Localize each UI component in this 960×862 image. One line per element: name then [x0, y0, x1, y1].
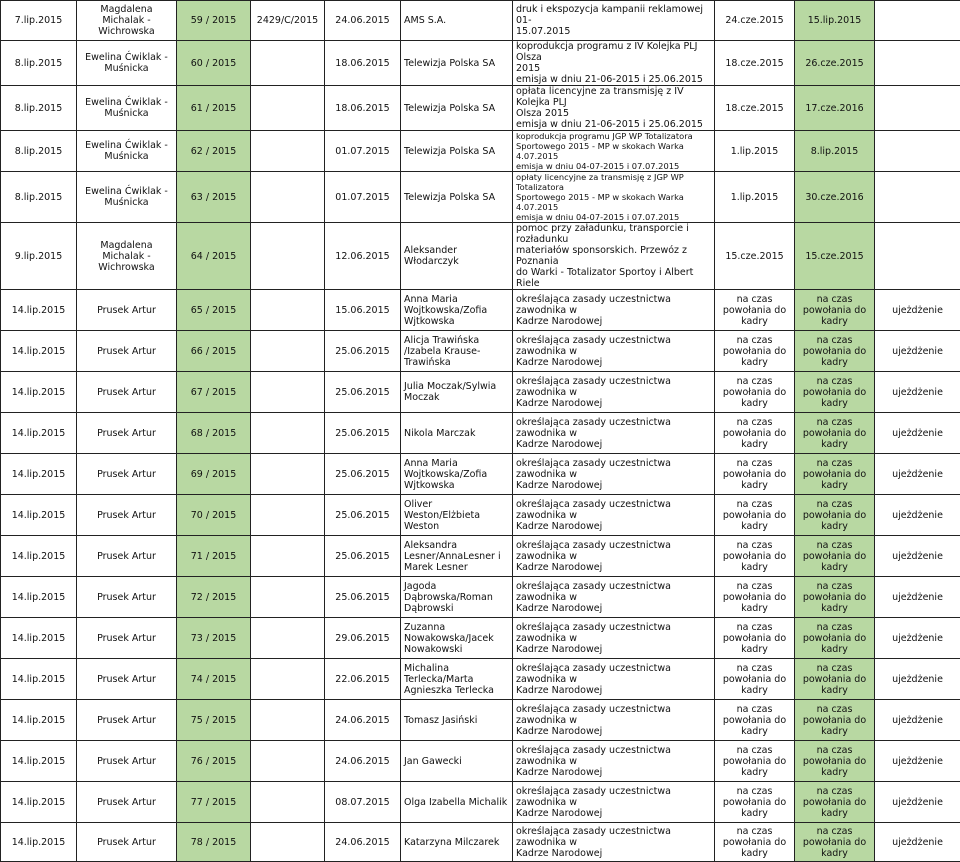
- contractor-cell: Katarzyna Milczarek: [401, 823, 513, 862]
- table-row: [1, 741, 960, 782]
- responsible-person-cell-line: Prusek Artur: [80, 346, 173, 357]
- responsible-person-cell-line: Wichrowska: [80, 26, 173, 37]
- contractor-cell: Nikola Marczak: [401, 413, 513, 454]
- contractor-cell: Michalina Terlecka/Marta Agnieszka Terlecka: [401, 659, 513, 700]
- contract-date-cell: 18.06.2015: [325, 41, 401, 86]
- valid-to-cell: 15.lip.2015: [795, 1, 875, 41]
- subject-cell: [513, 659, 715, 700]
- subject-cell-line: Kadrze Narodowej: [516, 848, 711, 859]
- valid-from-cell: na czas powołania do kadry: [715, 823, 795, 862]
- table-row: [1, 454, 960, 495]
- subject-cell-line: Olsza 2015: [516, 108, 711, 119]
- responsible-person-cell: [77, 331, 177, 372]
- subject-cell: [513, 413, 715, 454]
- responsible-person-cell: [77, 741, 177, 782]
- contract-number-cell: 60 / 2015: [177, 41, 251, 86]
- external-number-cell: [251, 172, 325, 223]
- subject-cell-line: Kadrze Narodowej: [516, 603, 711, 614]
- subject-cell-line: określająca zasady uczestnictwa zawodnika w: [516, 458, 711, 480]
- responsible-person-cell: [77, 290, 177, 331]
- external-number-cell: [251, 86, 325, 131]
- subject-cell: [513, 223, 715, 290]
- entry-date-cell: 14.lip.2015: [1, 454, 77, 495]
- valid-from-cell: 15.cze.2015: [715, 223, 795, 290]
- subject-cell: [513, 86, 715, 131]
- valid-from-cell: na czas powołania do kadry: [715, 700, 795, 741]
- table-row: [1, 782, 960, 823]
- responsible-person-cell-line: Prusek Artur: [80, 592, 173, 603]
- contract-date-cell: 01.07.2015: [325, 131, 401, 172]
- contract-number-cell: 64 / 2015: [177, 223, 251, 290]
- valid-from-cell: 1.lip.2015: [715, 172, 795, 223]
- subject-cell: [513, 454, 715, 495]
- subject-cell: [513, 577, 715, 618]
- category-cell: ujeżdżenie: [875, 782, 960, 823]
- valid-from-cell: na czas powołania do kadry: [715, 741, 795, 782]
- external-number-cell: [251, 372, 325, 413]
- subject-cell-line: określająca zasady uczestnictwa zawodnika w: [516, 417, 711, 439]
- contractor-cell: Tomasz Jasiński: [401, 700, 513, 741]
- responsible-person-cell-line: Prusek Artur: [80, 305, 173, 316]
- category-cell: [875, 223, 960, 290]
- external-number-cell: [251, 823, 325, 862]
- valid-from-cell: 1.lip.2015: [715, 131, 795, 172]
- subject-cell-line: Kadrze Narodowej: [516, 521, 711, 532]
- subject-cell: [513, 495, 715, 536]
- responsible-person-cell-line: Prusek Artur: [80, 633, 173, 644]
- contractor-cell: Zuzanna Nowakowska/Jacek Nowakowski: [401, 618, 513, 659]
- subject-cell-line: pomoc przy załadunku, transporcie i rozładunku: [516, 223, 711, 245]
- contract-number-cell: 73 / 2015: [177, 618, 251, 659]
- subject-cell-line: określająca zasady uczestnictwa zawodnika w: [516, 540, 711, 562]
- subject-cell: [513, 1, 715, 41]
- contract-date-cell: 29.06.2015: [325, 618, 401, 659]
- category-cell: ujeżdżenie: [875, 413, 960, 454]
- responsible-person-cell-line: Prusek Artur: [80, 469, 173, 480]
- table-row: [1, 86, 960, 131]
- responsible-person-cell: [77, 372, 177, 413]
- valid-to-cell: na czas powołania do kadry: [795, 618, 875, 659]
- contractor-cell: Telewizja Polska SA: [401, 172, 513, 223]
- external-number-cell: [251, 536, 325, 577]
- category-cell: [875, 86, 960, 131]
- contract-number-cell: 72 / 2015: [177, 577, 251, 618]
- external-number-cell: [251, 223, 325, 290]
- entry-date-cell: 14.lip.2015: [1, 372, 77, 413]
- valid-from-cell: na czas powołania do kadry: [715, 454, 795, 495]
- responsible-person-cell: [77, 659, 177, 700]
- entry-date-cell: 8.lip.2015: [1, 41, 77, 86]
- table-row: [1, 700, 960, 741]
- responsible-person-cell-line: Wichrowska: [80, 262, 173, 273]
- entry-date-cell: 14.lip.2015: [1, 659, 77, 700]
- entry-date-cell: 14.lip.2015: [1, 700, 77, 741]
- valid-to-cell: na czas powołania do kadry: [795, 372, 875, 413]
- subject-cell-line: określająca zasady uczestnictwa zawodnika w: [516, 294, 711, 316]
- valid-to-cell: na czas powołania do kadry: [795, 823, 875, 862]
- contractor-cell: Telewizja Polska SA: [401, 41, 513, 86]
- subject-cell-line: Kadrze Narodowej: [516, 316, 711, 327]
- subject-cell-line: do Warki - Totalizator Sportoy i Albert Riele: [516, 267, 711, 289]
- contract-date-cell: 25.06.2015: [325, 536, 401, 577]
- responsible-person-cell: [77, 86, 177, 131]
- responsible-person-cell-line: Magdalena Michalak -: [80, 4, 173, 26]
- subject-cell: [513, 618, 715, 659]
- valid-from-cell: na czas powołania do kadry: [715, 536, 795, 577]
- external-number-cell: [251, 41, 325, 86]
- contractor-cell: Julia Moczak/Sylwia Moczak: [401, 372, 513, 413]
- subject-cell-line: 15.07.2015: [516, 26, 711, 37]
- subject-cell: [513, 290, 715, 331]
- table-row: [1, 1, 960, 41]
- contract-number-cell: 71 / 2015: [177, 536, 251, 577]
- valid-to-cell: na czas powołania do kadry: [795, 331, 875, 372]
- subject-cell-line: określająca zasady uczestnictwa zawodnika w: [516, 663, 711, 685]
- contract-number-cell: 63 / 2015: [177, 172, 251, 223]
- table-row: [1, 536, 960, 577]
- subject-cell: [513, 372, 715, 413]
- subject-cell: [513, 172, 715, 223]
- entry-date-cell: 8.lip.2015: [1, 131, 77, 172]
- category-cell: ujeżdżenie: [875, 741, 960, 782]
- valid-to-cell: na czas powołania do kadry: [795, 413, 875, 454]
- category-cell: ujeżdżenie: [875, 659, 960, 700]
- responsible-person-cell-line: Prusek Artur: [80, 428, 173, 439]
- contract-date-cell: 22.06.2015: [325, 659, 401, 700]
- responsible-person-cell-line: Prusek Artur: [80, 715, 173, 726]
- contractor-cell: Aleksandra Lesner/AnnaLesner i Marek Lesner: [401, 536, 513, 577]
- subject-cell-line: Kadrze Narodowej: [516, 357, 711, 368]
- contractor-cell: AMS S.A.: [401, 1, 513, 41]
- responsible-person-cell: [77, 618, 177, 659]
- subject-cell-line: opłaty licencyjne za transmisję z JGP WP Totalizatora: [516, 172, 711, 192]
- valid-to-cell: na czas powołania do kadry: [795, 741, 875, 782]
- external-number-cell: [251, 782, 325, 823]
- external-number-cell: [251, 331, 325, 372]
- contract-number-cell: 74 / 2015: [177, 659, 251, 700]
- subject-cell: [513, 536, 715, 577]
- entry-date-cell: 9.lip.2015: [1, 223, 77, 290]
- valid-to-cell: na czas powołania do kadry: [795, 577, 875, 618]
- subject-cell-line: Kadrze Narodowej: [516, 808, 711, 819]
- table-row: [1, 172, 960, 223]
- contractor-cell: Oliver Weston/Elżbieta Weston: [401, 495, 513, 536]
- contract-date-cell: 08.07.2015: [325, 782, 401, 823]
- responsible-person-cell-line: Prusek Artur: [80, 674, 173, 685]
- contract-number-cell: 78 / 2015: [177, 823, 251, 862]
- subject-cell-line: Kadrze Narodowej: [516, 685, 711, 696]
- contract-number-cell: 59 / 2015: [177, 1, 251, 41]
- external-number-cell: [251, 577, 325, 618]
- table-row: [1, 495, 960, 536]
- category-cell: [875, 1, 960, 41]
- subject-cell-line: określająca zasady uczestnictwa zawodnika w: [516, 376, 711, 398]
- category-cell: [875, 172, 960, 223]
- responsible-person-cell-line: Prusek Artur: [80, 756, 173, 767]
- subject-cell: [513, 331, 715, 372]
- subject-cell-line: określająca zasady uczestnictwa zawodnika w: [516, 622, 711, 644]
- table-row: [1, 331, 960, 372]
- contractor-cell: Jagoda Dąbrowska/Roman Dąbrowski: [401, 577, 513, 618]
- subject-cell-line: Kadrze Narodowej: [516, 398, 711, 409]
- contractor-cell: Alicja Trawińska /Izabela Krause-Trawińska: [401, 331, 513, 372]
- valid-to-cell: na czas powołania do kadry: [795, 495, 875, 536]
- valid-to-cell: na czas powołania do kadry: [795, 290, 875, 331]
- subject-cell-line: Kadrze Narodowej: [516, 480, 711, 491]
- category-cell: ujeżdżenie: [875, 823, 960, 862]
- category-cell: ujeżdżenie: [875, 495, 960, 536]
- category-cell: ujeżdżenie: [875, 454, 960, 495]
- entry-date-cell: 14.lip.2015: [1, 331, 77, 372]
- responsible-person-cell: [77, 454, 177, 495]
- subject-cell-line: emisja w dniu 04-07-2015 i 07.07.2015: [516, 161, 711, 171]
- contract-number-cell: 76 / 2015: [177, 741, 251, 782]
- responsible-person-cell-line: Ewelina Ćwiklak -: [80, 140, 173, 151]
- subject-cell-line: określająca zasady uczestnictwa zawodnika w: [516, 786, 711, 808]
- responsible-person-cell-line: Muśnicka: [80, 108, 173, 119]
- valid-from-cell: na czas powołania do kadry: [715, 290, 795, 331]
- contract-date-cell: 15.06.2015: [325, 290, 401, 331]
- category-cell: ujeżdżenie: [875, 372, 960, 413]
- valid-from-cell: na czas powołania do kadry: [715, 372, 795, 413]
- contract-number-cell: 69 / 2015: [177, 454, 251, 495]
- contract-date-cell: 24.06.2015: [325, 741, 401, 782]
- external-number-cell: [251, 741, 325, 782]
- contract-date-cell: 25.06.2015: [325, 413, 401, 454]
- external-number-cell: [251, 454, 325, 495]
- external-number-cell: 2429/C/2015: [251, 1, 325, 41]
- contractor-cell: Jan Gawecki: [401, 741, 513, 782]
- subject-cell-line: określająca zasady uczestnictwa zawodnika w: [516, 745, 711, 767]
- external-number-cell: [251, 290, 325, 331]
- subject-cell-line: określająca zasady uczestnictwa zawodnika w: [516, 581, 711, 603]
- contractor-cell: Telewizja Polska SA: [401, 131, 513, 172]
- responsible-person-cell: [77, 131, 177, 172]
- category-cell: ujeżdżenie: [875, 290, 960, 331]
- contract-date-cell: 25.06.2015: [325, 372, 401, 413]
- subject-cell-line: określająca zasady uczestnictwa zawodnika w: [516, 826, 711, 848]
- category-cell: [875, 41, 960, 86]
- subject-cell-line: 2015: [516, 63, 711, 74]
- subject-cell-line: określająca zasady uczestnictwa zawodnika w: [516, 704, 711, 726]
- entry-date-cell: 14.lip.2015: [1, 741, 77, 782]
- responsible-person-cell-line: Ewelina Ćwiklak -: [80, 52, 173, 63]
- table-row: [1, 41, 960, 86]
- contractor-cell: Aleksander Włodarczyk: [401, 223, 513, 290]
- responsible-person-cell-line: Prusek Artur: [80, 837, 173, 848]
- responsible-person-cell: [77, 172, 177, 223]
- subject-cell-line: Sportowego 2015 - MP w skokach Warka 4.07.2015: [516, 192, 711, 212]
- subject-cell-line: Kadrze Narodowej: [516, 726, 711, 737]
- external-number-cell: [251, 131, 325, 172]
- contract-date-cell: 25.06.2015: [325, 577, 401, 618]
- valid-from-cell: na czas powołania do kadry: [715, 659, 795, 700]
- subject-cell-line: określająca zasady uczestnictwa zawodnika w: [516, 335, 711, 357]
- valid-to-cell: 17.cze.2016: [795, 86, 875, 131]
- responsible-person-cell-line: Prusek Artur: [80, 510, 173, 521]
- category-cell: ujeżdżenie: [875, 331, 960, 372]
- responsible-person-cell-line: Muśnicka: [80, 197, 173, 208]
- valid-to-cell: 30.cze.2016: [795, 172, 875, 223]
- responsible-person-cell: [77, 223, 177, 290]
- valid-to-cell: na czas powołania do kadry: [795, 700, 875, 741]
- subject-cell-line: Kadrze Narodowej: [516, 439, 711, 450]
- entry-date-cell: 14.lip.2015: [1, 413, 77, 454]
- valid-from-cell: 18.cze.2015: [715, 86, 795, 131]
- table-body: [1, 1, 960, 862]
- contract-number-cell: 75 / 2015: [177, 700, 251, 741]
- contractor-cell: Anna Maria Wojtkowska/Zofia Wjtkowska: [401, 454, 513, 495]
- entry-date-cell: 14.lip.2015: [1, 536, 77, 577]
- category-cell: [875, 131, 960, 172]
- category-cell: ujeżdżenie: [875, 700, 960, 741]
- subject-cell-line: opłata licencyjne za transmisję z IV Kolejka PLJ: [516, 86, 711, 108]
- responsible-person-cell-line: Magdalena Michalak -: [80, 240, 173, 262]
- category-cell: ujeżdżenie: [875, 618, 960, 659]
- subject-cell-line: emisja w dniu 21-06-2015 i 25.06.2015: [516, 74, 711, 85]
- subject-cell: [513, 131, 715, 172]
- entry-date-cell: 14.lip.2015: [1, 290, 77, 331]
- subject-cell: [513, 41, 715, 86]
- table-row: [1, 659, 960, 700]
- responsible-person-cell-line: Prusek Artur: [80, 387, 173, 398]
- responsible-person-cell: [77, 700, 177, 741]
- responsible-person-cell-line: Muśnicka: [80, 151, 173, 162]
- table-row: [1, 131, 960, 172]
- entry-date-cell: 14.lip.2015: [1, 495, 77, 536]
- external-number-cell: [251, 700, 325, 741]
- entry-date-cell: 14.lip.2015: [1, 782, 77, 823]
- valid-to-cell: 15.cze.2015: [795, 223, 875, 290]
- subject-cell: [513, 782, 715, 823]
- contract-date-cell: 25.06.2015: [325, 454, 401, 495]
- valid-from-cell: na czas powołania do kadry: [715, 618, 795, 659]
- subject-cell-line: materiałów sponsorskich. Przewóz z Poznania: [516, 245, 711, 267]
- subject-cell-line: emisja w dniu 21-06-2015 i 25.06.2015: [516, 119, 711, 130]
- contract-date-cell: 01.07.2015: [325, 172, 401, 223]
- responsible-person-cell-line: Muśnicka: [80, 63, 173, 74]
- valid-from-cell: na czas powołania do kadry: [715, 495, 795, 536]
- subject-cell: [513, 700, 715, 741]
- external-number-cell: [251, 413, 325, 454]
- contractor-cell: Telewizja Polska SA: [401, 86, 513, 131]
- valid-from-cell: na czas powołania do kadry: [715, 413, 795, 454]
- valid-to-cell: 26.cze.2015: [795, 41, 875, 86]
- valid-from-cell: 24.cze.2015: [715, 1, 795, 41]
- contract-number-cell: 66 / 2015: [177, 331, 251, 372]
- subject-cell-line: koprodukcja programu z IV Kolejka PLJ Olsza: [516, 41, 711, 63]
- subject-cell-line: określająca zasady uczestnictwa zawodnika w: [516, 499, 711, 521]
- valid-to-cell: na czas powołania do kadry: [795, 782, 875, 823]
- contract-date-cell: 25.06.2015: [325, 331, 401, 372]
- valid-to-cell: 8.lip.2015: [795, 131, 875, 172]
- subject-cell-line: koprodukcja programu JGP WP Totalizatora: [516, 131, 711, 141]
- table-row: [1, 577, 960, 618]
- table-row: [1, 290, 960, 331]
- valid-to-cell: na czas powołania do kadry: [795, 536, 875, 577]
- subject-cell-line: emisja w dniu 04-07-2015 i 07.07.2015: [516, 212, 711, 222]
- contract-number-cell: 67 / 2015: [177, 372, 251, 413]
- table-row: [1, 372, 960, 413]
- contract-date-cell: 25.06.2015: [325, 495, 401, 536]
- external-number-cell: [251, 618, 325, 659]
- entry-date-cell: 14.lip.2015: [1, 618, 77, 659]
- entry-date-cell: 8.lip.2015: [1, 172, 77, 223]
- contract-date-cell: 18.06.2015: [325, 86, 401, 131]
- valid-from-cell: na czas powołania do kadry: [715, 577, 795, 618]
- responsible-person-cell: [77, 495, 177, 536]
- external-number-cell: [251, 495, 325, 536]
- responsible-person-cell: [77, 1, 177, 41]
- contract-number-cell: 68 / 2015: [177, 413, 251, 454]
- responsible-person-cell: [77, 823, 177, 862]
- subject-cell: [513, 741, 715, 782]
- contract-date-cell: 24.06.2015: [325, 700, 401, 741]
- contractor-cell: Anna Maria Wojtkowska/Zofia Wjtkowska: [401, 290, 513, 331]
- subject-cell: [513, 823, 715, 862]
- subject-cell-line: Kadrze Narodowej: [516, 562, 711, 573]
- responsible-person-cell-line: Ewelina Ćwiklak -: [80, 186, 173, 197]
- table-row: [1, 823, 960, 862]
- contract-number-cell: 77 / 2015: [177, 782, 251, 823]
- external-number-cell: [251, 659, 325, 700]
- contract-date-cell: 24.06.2015: [325, 823, 401, 862]
- valid-from-cell: na czas powołania do kadry: [715, 782, 795, 823]
- subject-cell-line: druk i ekspozycja kampanii reklamowej 01-: [516, 4, 711, 26]
- contract-number-cell: 70 / 2015: [177, 495, 251, 536]
- subject-cell-line: Kadrze Narodowej: [516, 644, 711, 655]
- entry-date-cell: 8.lip.2015: [1, 86, 77, 131]
- category-cell: ujeżdżenie: [875, 577, 960, 618]
- contract-number-cell: 61 / 2015: [177, 86, 251, 131]
- responsible-person-cell: [77, 413, 177, 454]
- responsible-person-cell: [77, 536, 177, 577]
- contract-date-cell: 24.06.2015: [325, 1, 401, 41]
- responsible-person-cell-line: Prusek Artur: [80, 551, 173, 562]
- valid-to-cell: na czas powołania do kadry: [795, 454, 875, 495]
- table-row: [1, 223, 960, 290]
- table-row: [1, 413, 960, 454]
- contract-date-cell: 12.06.2015: [325, 223, 401, 290]
- responsible-person-cell-line: Prusek Artur: [80, 797, 173, 808]
- responsible-person-cell-line: Ewelina Ćwiklak -: [80, 97, 173, 108]
- subject-cell-line: Sportowego 2015 - MP w skokach Warka 4.07.2015: [516, 141, 711, 161]
- contract-number-cell: 62 / 2015: [177, 131, 251, 172]
- entry-date-cell: 14.lip.2015: [1, 577, 77, 618]
- subject-cell-line: Kadrze Narodowej: [516, 767, 711, 778]
- entry-date-cell: 14.lip.2015: [1, 823, 77, 862]
- valid-from-cell: na czas powołania do kadry: [715, 331, 795, 372]
- responsible-person-cell: [77, 782, 177, 823]
- category-cell: ujeżdżenie: [875, 536, 960, 577]
- valid-to-cell: na czas powołania do kadry: [795, 659, 875, 700]
- table-row: [1, 618, 960, 659]
- contractor-cell: Olga Izabella Michalik: [401, 782, 513, 823]
- responsible-person-cell: [77, 577, 177, 618]
- entry-date-cell: 7.lip.2015: [1, 1, 77, 41]
- responsible-person-cell: [77, 41, 177, 86]
- valid-from-cell: 18.cze.2015: [715, 41, 795, 86]
- contract-number-cell: 65 / 2015: [177, 290, 251, 331]
